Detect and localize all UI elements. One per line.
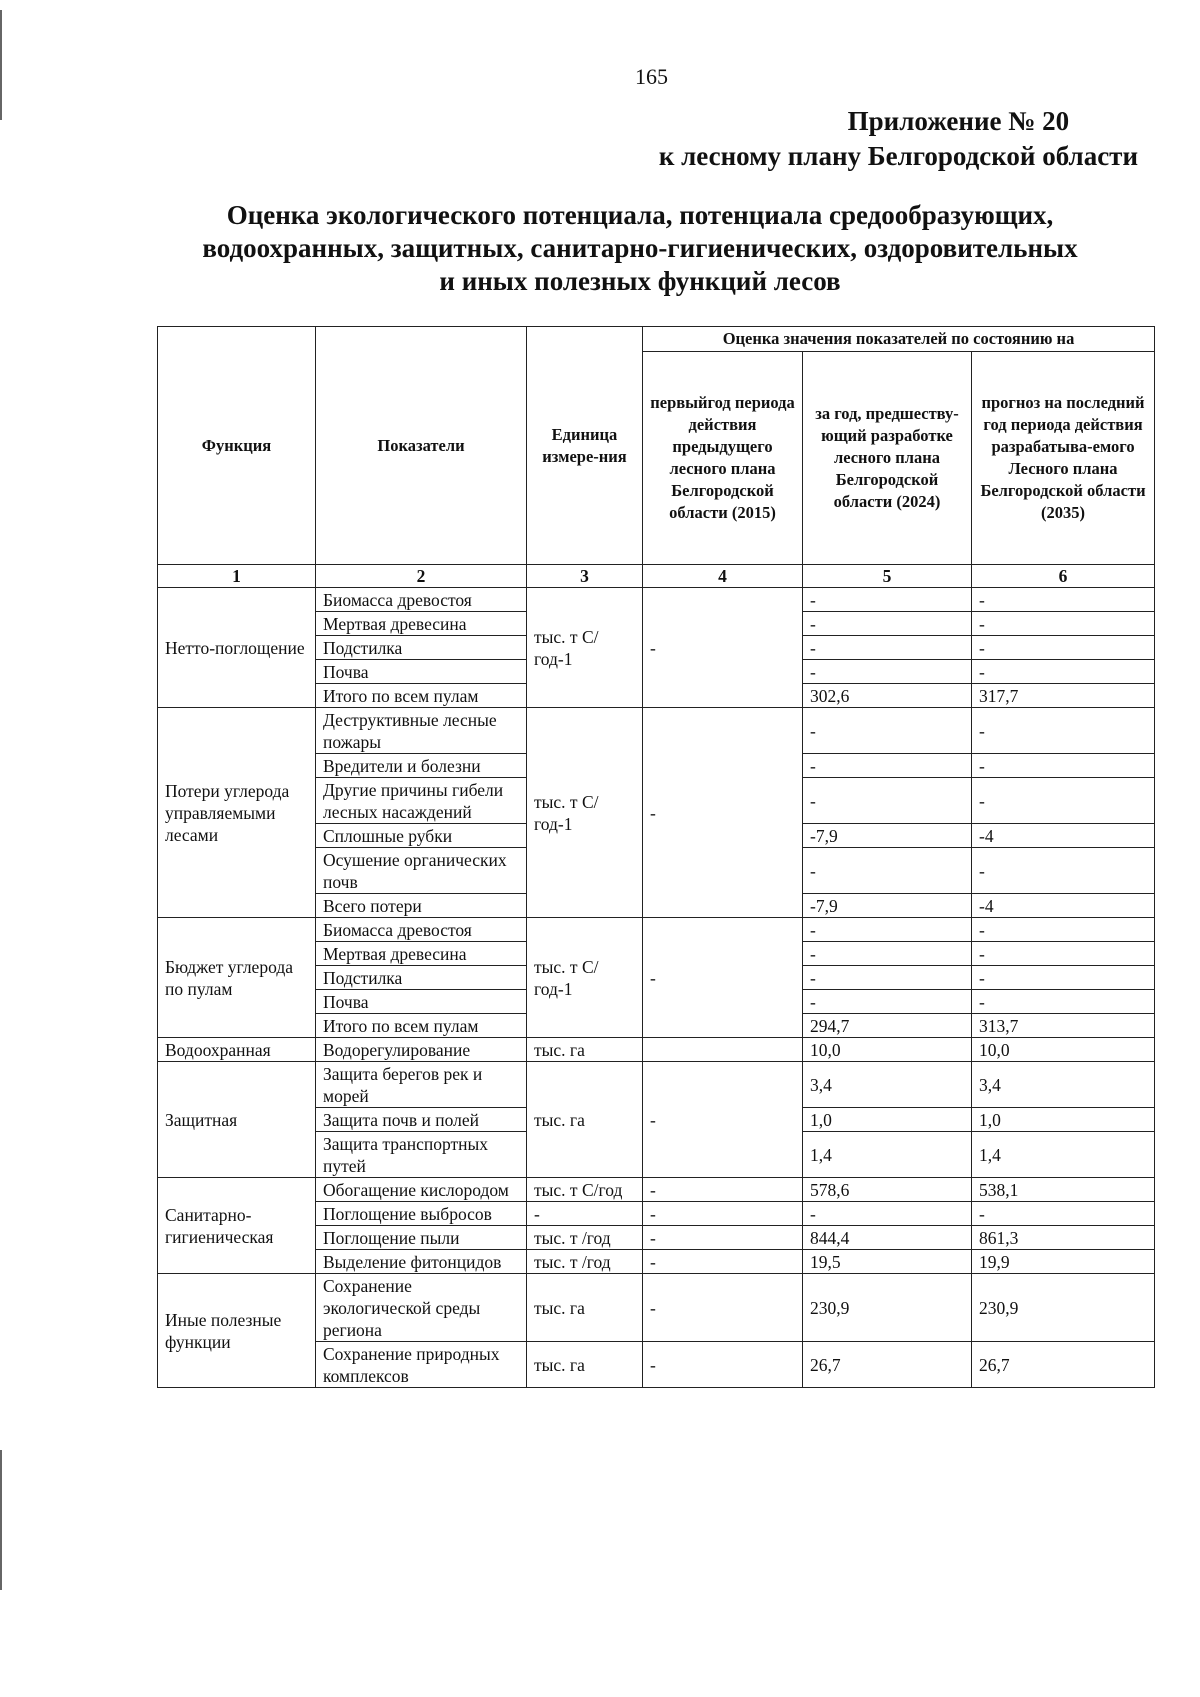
value-2035-cell: 538,1: [972, 1178, 1155, 1202]
unit-cell: -: [527, 1202, 643, 1226]
col-number: 5: [803, 565, 972, 588]
title-line-3: и иных полезных функций лесов: [439, 266, 841, 296]
column-numbers-row: [158, 565, 1155, 588]
col-number: 2: [316, 565, 527, 588]
unit-cell: тыс. га: [527, 1274, 643, 1342]
value-2015-cell: [643, 1038, 803, 1062]
value-2024-cell: -: [803, 754, 972, 778]
indicator-cell: Поглощение пыли: [316, 1226, 527, 1250]
unit-cell: тыс. т /год: [527, 1250, 643, 1274]
indicator-cell: Почва: [316, 660, 527, 684]
function-cell: Нетто-поглощение: [158, 588, 316, 708]
page-number: 165: [635, 64, 668, 89]
value-2024-cell: 26,7: [803, 1342, 972, 1388]
forest-functions-table: [157, 326, 1155, 1388]
function-cell: Иные полезные функции: [158, 1274, 316, 1388]
indicator-cell: Сохранение природных комплексов: [316, 1342, 527, 1388]
value-2035-cell: -: [972, 990, 1155, 1014]
indicator-cell: Защита берегов рек и морей: [316, 1062, 527, 1108]
indicator-cell: Вредители и болезни: [316, 754, 527, 778]
function-cell: Бюджет углерода по пулам: [158, 918, 316, 1038]
value-2035-cell: 313,7: [972, 1014, 1155, 1038]
header-function: Функция: [158, 327, 316, 565]
indicator-cell: Защита почв и полей: [316, 1108, 527, 1132]
value-2035-cell: 1,4: [972, 1132, 1155, 1178]
indicator-cell: Мертвая древесина: [316, 942, 527, 966]
value-2015-cell: -: [643, 1202, 803, 1226]
indicator-cell: Осушение органических почв: [316, 848, 527, 894]
value-2035-cell: -: [972, 848, 1155, 894]
indicator-cell: Биомасса древостоя: [316, 918, 527, 942]
value-2024-cell: -: [803, 612, 972, 636]
value-2015-cell: -: [643, 1178, 803, 1202]
header-indicators: Показатели: [316, 327, 527, 565]
value-2035-cell: -: [972, 612, 1155, 636]
unit-cell: тыс. га: [527, 1062, 643, 1178]
unit-cell: тыс. га: [527, 1038, 643, 1062]
col-number: 6: [972, 565, 1155, 588]
value-2035-cell: -: [972, 942, 1155, 966]
value-2024-cell: -: [803, 636, 972, 660]
value-2024-cell: -: [803, 918, 972, 942]
value-2035-cell: 26,7: [972, 1342, 1155, 1388]
table-row: [158, 1178, 1155, 1202]
indicator-cell: Подстилка: [316, 636, 527, 660]
indicator-cell: Сохранение экологической среды региона: [316, 1274, 527, 1342]
value-2035-cell: -: [972, 754, 1155, 778]
function-cell: Потери углерода управляемыми лесами: [158, 708, 316, 918]
value-2024-cell: 1,0: [803, 1108, 972, 1132]
value-2024-cell: 844,4: [803, 1226, 972, 1250]
value-2024-cell: -: [803, 708, 972, 754]
indicator-cell: Итого по всем пулам: [316, 1014, 527, 1038]
value-2035-cell: -: [972, 918, 1155, 942]
table-row: [158, 918, 1155, 942]
value-2024-cell: 578,6: [803, 1178, 972, 1202]
value-2035-cell: -: [972, 708, 1155, 754]
col-number: 1: [158, 565, 316, 588]
scan-edge-top: [0, 10, 2, 120]
value-2024-cell: 302,6: [803, 684, 972, 708]
indicator-cell: Другие причины гибели лесных насаждений: [316, 778, 527, 824]
value-2024-cell: 19,5: [803, 1250, 972, 1274]
value-2035-cell: -4: [972, 824, 1155, 848]
value-2015-cell: -: [643, 1226, 803, 1250]
header-col4: первыйгод периода действия предыдущего лесного плана Белгородской области (2015): [643, 352, 803, 565]
indicator-cell: Поглощение выбросов: [316, 1202, 527, 1226]
indicator-cell: Подстилка: [316, 966, 527, 990]
appendix-number: Приложение № 20: [847, 106, 1070, 136]
value-2015-cell: -: [643, 1062, 803, 1178]
scan-edge-bottom: [0, 1450, 2, 1590]
table-row: [158, 1038, 1155, 1062]
value-2024-cell: -: [803, 966, 972, 990]
value-2035-cell: -: [972, 778, 1155, 824]
unit-cell: тыс. т С/год-1: [527, 588, 643, 708]
value-2035-cell: -: [972, 660, 1155, 684]
value-2024-cell: -: [803, 990, 972, 1014]
header-unit: Единица измере-ния: [527, 327, 643, 565]
table-row: [158, 1274, 1155, 1342]
value-2035-cell: 19,9: [972, 1250, 1155, 1274]
value-2024-cell: -: [803, 778, 972, 824]
value-2015-cell: -: [643, 1250, 803, 1274]
value-2035-cell: 230,9: [972, 1274, 1155, 1342]
value-2024-cell: -: [803, 942, 972, 966]
value-2024-cell: -: [803, 1202, 972, 1226]
value-2035-cell: -: [972, 966, 1155, 990]
value-2024-cell: 3,4: [803, 1062, 972, 1108]
value-2024-cell: -: [803, 848, 972, 894]
value-2024-cell: -7,9: [803, 894, 972, 918]
value-2024-cell: -7,9: [803, 824, 972, 848]
value-2015-cell: -: [643, 588, 803, 708]
value-2035-cell: 1,0: [972, 1108, 1155, 1132]
unit-cell: тыс. т /год: [527, 1226, 643, 1250]
appendix-subtitle: к лесному плану Белгородской области: [658, 141, 1138, 171]
indicator-cell: Биомасса древостоя: [316, 588, 527, 612]
table-row: [158, 588, 1155, 612]
value-2035-cell: -: [972, 1202, 1155, 1226]
indicator-cell: Мертвая древесина: [316, 612, 527, 636]
value-2015-cell: -: [643, 1274, 803, 1342]
header-evaluation-group: Оценка значения показателей по состоянию на: [643, 327, 1155, 352]
indicator-cell: Сплошные рубки: [316, 824, 527, 848]
indicator-cell: Почва: [316, 990, 527, 1014]
value-2035-cell: 3,4: [972, 1062, 1155, 1108]
function-cell: Водоохранная: [158, 1038, 316, 1062]
value-2024-cell: 230,9: [803, 1274, 972, 1342]
value-2024-cell: -: [803, 660, 972, 684]
function-cell: Защитная: [158, 1062, 316, 1178]
indicator-cell: Выделение фитонцидов: [316, 1250, 527, 1274]
value-2024-cell: 1,4: [803, 1132, 972, 1178]
value-2024-cell: -: [803, 588, 972, 612]
value-2024-cell: 294,7: [803, 1014, 972, 1038]
unit-cell: тыс. га: [527, 1342, 643, 1388]
value-2015-cell: -: [643, 918, 803, 1038]
value-2015-cell: -: [643, 1342, 803, 1388]
indicator-cell: Итого по всем пулам: [316, 684, 527, 708]
indicator-cell: Деструктивные лесные пожары: [316, 708, 527, 754]
header-col6: прогноз на последний год периода действия разрабатыва-емого Лесного плана Белгородской области (2035): [972, 352, 1155, 565]
value-2035-cell: 10,0: [972, 1038, 1155, 1062]
value-2035-cell: 317,7: [972, 684, 1155, 708]
header-col5: за год, предшеству-ющий разработке лесного плана Белгородской области (2024): [803, 352, 972, 565]
unit-cell: тыс. т С/год-1: [527, 708, 643, 918]
value-2024-cell: 10,0: [803, 1038, 972, 1062]
value-2035-cell: 861,3: [972, 1226, 1155, 1250]
col-number: 3: [527, 565, 643, 588]
indicator-cell: Обогащение кислородом: [316, 1178, 527, 1202]
indicator-cell: Водорегулирование: [316, 1038, 527, 1062]
value-2035-cell: -: [972, 588, 1155, 612]
unit-cell: тыс. т С/год-1: [527, 918, 643, 1038]
title-line-1: Оценка экологического потенциала, потенциала средообразующих,: [226, 200, 1054, 230]
table-row: [158, 1062, 1155, 1108]
unit-cell: тыс. т С/год: [527, 1178, 643, 1202]
document-title: [140, 199, 1140, 298]
function-cell: Санитарно-гигиеническая: [158, 1178, 316, 1274]
appendix-heading: [659, 104, 1138, 174]
title-line-2: водоохранных, защитных, санитарно-гигиенических, оздоровительных: [202, 233, 1078, 263]
indicator-cell: Защита транспортных путей: [316, 1132, 527, 1178]
indicator-cell: Всего потери: [316, 894, 527, 918]
value-2035-cell: -: [972, 636, 1155, 660]
table-row: [158, 708, 1155, 754]
value-2035-cell: -4: [972, 894, 1155, 918]
col-number: 4: [643, 565, 803, 588]
value-2015-cell: -: [643, 708, 803, 918]
